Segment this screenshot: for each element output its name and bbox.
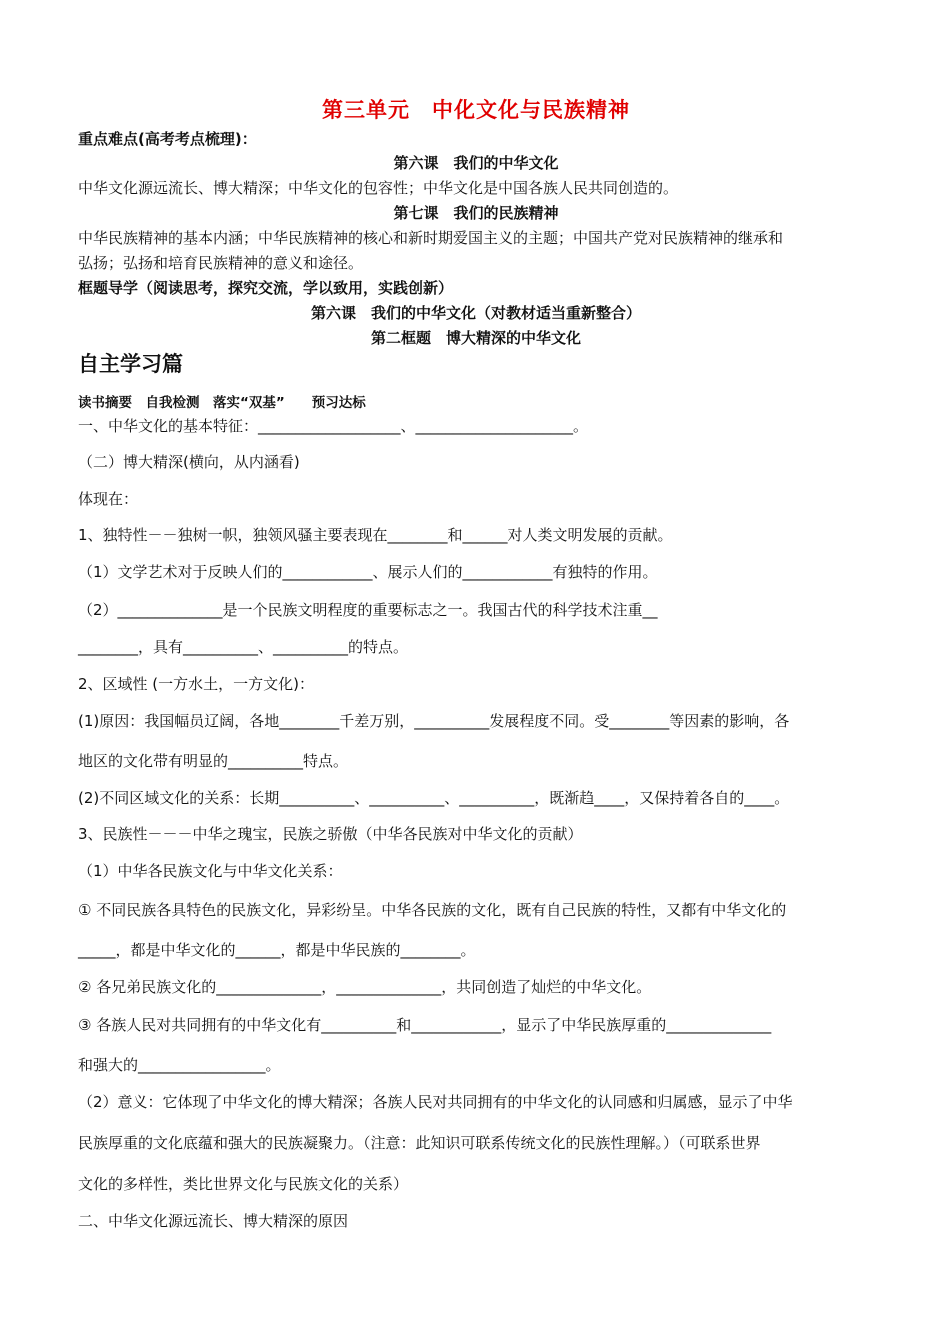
guide-frame: 第二框题 博大精深的中华文化	[370, 329, 581, 347]
point-3-1: （1）中华各民族文化与中华文化关系：	[78, 862, 343, 880]
lesson7-text-1: 中华民族精神的基本内涵；中华民族精神的核心和新时期爱国主义的主题；中国共产党对民族精神的继承和	[78, 229, 784, 247]
guide-lesson: 第六课 我们的中华文化（对教材适当重新整合）	[310, 304, 641, 322]
point-2-2: (2)不同区域文化的关系：长期__________、__________、__________，既渐趋____，又保持着各自的____。	[78, 789, 790, 807]
question-2: 二、中华文化源远流长、博大精深的原因	[78, 1212, 349, 1230]
lesson6-heading: 第六课 我们的中华文化	[393, 154, 559, 172]
guide-heading: 框题导学（阅读思考，探究交流，学以致用，实践创新）	[78, 279, 454, 297]
point-2-1b: 地区的文化带有明显的__________特点。	[78, 752, 349, 770]
point-3-circle-3b: 和强大的_________________。	[78, 1056, 281, 1074]
study-subtitle: 读书摘要 自我检测 落实“双基” 预习达标	[78, 395, 366, 411]
lesson6-text: 中华文化源远流长、博大精深；中华文化的包容性；中华文化是中国各族人民共同创造的。	[78, 179, 679, 197]
point-1-2a: （2）______________是一个民族文明程度的重要标志之一。我国古代的科学技术注重__	[78, 601, 658, 619]
question-1: 一、中华文化的基本特征：___________________、_____________________。	[78, 417, 589, 435]
point-3-2a: （2）意义：它体现了中华文化的博大精深；各族人民对共同拥有的中华文化的认同感和归属感，显示了中华	[78, 1093, 793, 1111]
lesson7-heading: 第七课 我们的民族精神	[393, 204, 559, 222]
point-3: 3、民族性－－－中华之瑰宝，民族之骄傲（中华各民族对中华文化的贡献）	[78, 825, 583, 843]
point-3-circle-3a: ③ 各族人民对共同拥有的中华文化有__________和____________，显示了中华民族厚重的______________	[78, 1016, 772, 1034]
point-2: 2、区域性 (一方水土，一方文化)：	[78, 675, 315, 693]
point-3-circle-1b: _____，都是中华文化的______，都是中华民族的________。	[78, 941, 476, 959]
point-3-circle-2: ② 各兄弟民族文化的______________，______________，共同创造了灿烂的中华文化。	[78, 978, 652, 996]
point-3-circle-1a: ① 不同民族各具特色的民族文化，异彩纷呈。中华各民族的文化，既有自己民族的特性，又都有中华文化的	[78, 901, 787, 919]
question-1-sub: （二）博大精深(横向，从内涵看)	[78, 453, 300, 471]
point-3-2b: 民族厚重的文化底蕴和强大的民族凝聚力。（注意：此知识可联系传统文化的民族性理解。）（可联系世界	[78, 1134, 761, 1152]
section-heading: 自主学习篇	[78, 352, 183, 376]
point-2-1a: (1)原因：我国幅员辽阔，各地________千差万别，__________发展程度不同。受________等因素的影响，各	[78, 712, 790, 730]
key-points-heading: 重点难点(高考考点梳理)：	[78, 130, 257, 148]
point-1-2b: ________，具有__________、__________的特点。	[78, 638, 409, 656]
point-1: 1、独特性－－独树一帜，独领风骚主要表现在________和______对人类文明发展的贡献。	[78, 526, 673, 544]
point-3-2c: 文化的多样性，类比世界文化与民族文化的关系）	[78, 1175, 409, 1193]
embody-label: 体现在：	[78, 490, 139, 508]
point-1-1: （1）文学艺术对于反映人们的____________、展示人们的____________有独特的作用。	[78, 563, 658, 581]
page-title: 第三单元 中化文化与民族精神	[322, 98, 630, 122]
lesson7-text-2: 弘扬；弘扬和培育民族精神的意义和途径。	[78, 254, 364, 272]
